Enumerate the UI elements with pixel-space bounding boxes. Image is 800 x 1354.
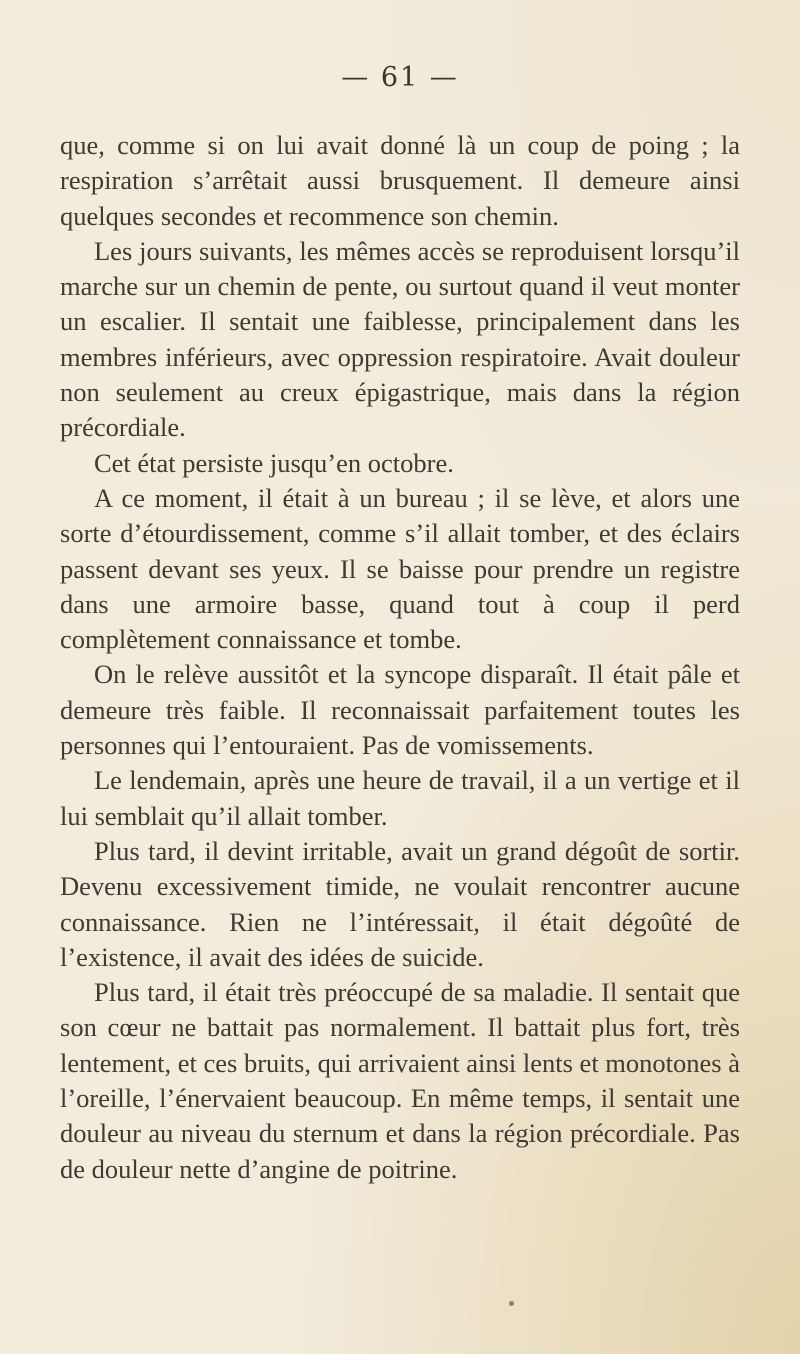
paragraph-7: Plus tard, il devint irritable, avait un grand dégoût de sortir. Devenu excessivement timide, ne voulait rencontrer aucune connaissance. Rien ne l’intéressait, il était dégoûté de l’existence, il avait des idées de suicide. xyxy=(60,835,740,972)
paragraph-4: A ce moment, il était à un bureau ; il se lève, et alors une sorte d’étourdissement, comme s’il allait tomber, et des éclairs passent devant ses yeux. Il se baisse pour prendre un registre dans une armoire basse, quand tout à coup il perd complètement connaissance et tombe. xyxy=(60,482,740,655)
paragraph-1: que, comme si on lui avait donné là un coup de poing ; la respiration s’arrêtait aussi brusquement. Il demeure ainsi quelques secondes et recommence son chemin. xyxy=(60,130,740,231)
paragraph-3: Cet état persiste jusqu’en octobre. xyxy=(94,447,454,478)
paragraph-2: Les jours suivants, les mêmes accès se reproduisent lorsqu’il marche sur un chemin de pente, ou surtout quand il veut monter un escalier. Il sentait une faiblesse, principalement dans les membres inférieurs, avec oppression respiratoire. Avait douleur non seulement au creux épigastrique, mais dans la région précordiale. xyxy=(60,235,740,443)
paragraph-8: Plus tard, il était très préoccupé de sa maladie. Il sentait que son cœur ne battait pas normalement. Il battait plus fort, très lentement, et ces bruits, qui arrivaient ainsi lents et monotones à l’oreille, l’énervaient beaucoup. En même temps, il sentait une douleur au niveau du sternum et dans la région précordiale. Pas de douleur nette d’angine de poitrine. xyxy=(60,977,740,1184)
paragraph-6: Le lendemain, après une heure de travail, il a un vertige et il lui semblait qu’il allait tomber. xyxy=(60,765,740,831)
ink-speck xyxy=(509,1301,514,1306)
paragraph-5: On le relève aussitôt et la syncope disparaît. Il était pâle et demeure très faible. Il reconnaissait parfaitement toutes les personnes qui l’entouraient. Pas de vomissements. xyxy=(60,659,740,761)
body-text xyxy=(60,128,740,1187)
page-number-header: — 61 — xyxy=(341,62,459,93)
